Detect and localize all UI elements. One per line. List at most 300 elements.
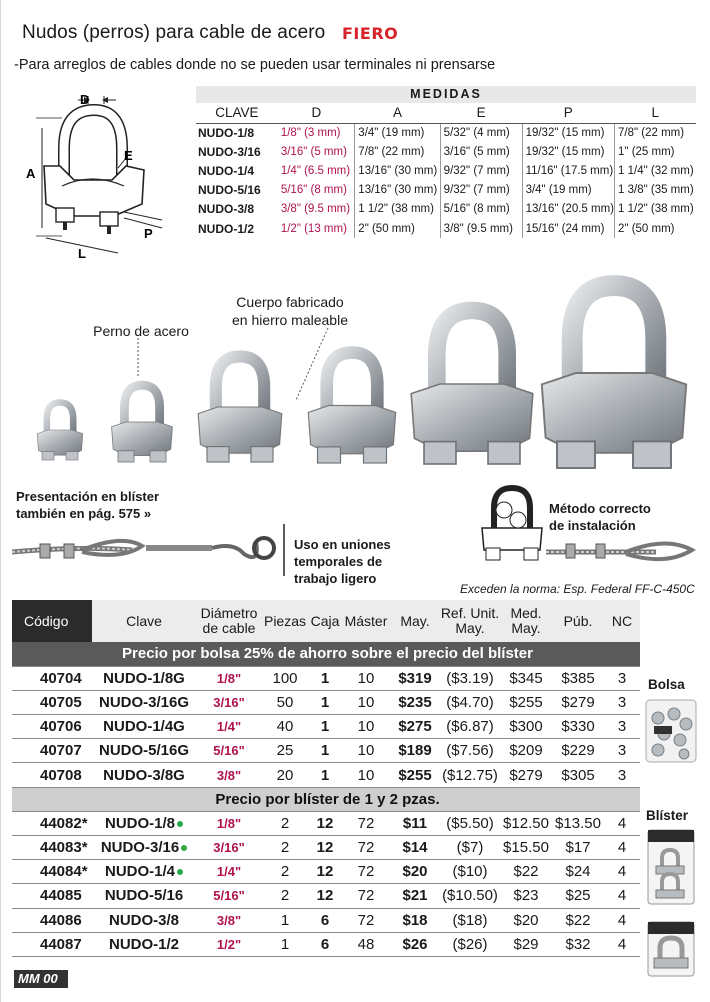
medidas-cell: 13/16" (30 mm) (355, 181, 440, 200)
uso-line3: trabajo ligero (294, 571, 377, 586)
product-diam-cell (196, 715, 262, 739)
products-table (12, 600, 640, 957)
product-may-value: $18 (402, 911, 428, 929)
medidas-cell: 9/32" (7 mm) (440, 181, 522, 200)
product-codigo-cell (12, 908, 92, 932)
product-master-value: 72 (357, 911, 375, 929)
product-diam-value: 3/16" (213, 694, 245, 710)
product-caja-value: 1 (320, 669, 330, 687)
product-may-cell (390, 884, 440, 908)
product-med-cell (500, 860, 552, 884)
products-col-header: Púb. (552, 600, 604, 642)
product-clave-value: NUDO-3/16 (100, 839, 180, 857)
product-clave-cell (92, 666, 196, 690)
page-subtitle: -Para arreglos de cables donde no se pueden usar terminales ni prensarse (14, 57, 496, 73)
product-ref-value: ($6.87) (446, 718, 494, 736)
product-pub-value: $279 (561, 693, 595, 711)
products-col-header: Ref. Unit. May. (440, 600, 500, 642)
product-pub-cell (552, 811, 604, 835)
medidas-cell: 2" (50 mm) (355, 219, 440, 238)
presentacion-line2: también en pág. 575 » (16, 506, 152, 521)
annotation-cuerpo-line2: en hierro maleable (232, 312, 348, 328)
medidas-table (196, 86, 696, 238)
medidas-cell: 9/32" (7 mm) (440, 161, 522, 180)
product-med-value: $279 (509, 766, 543, 784)
product-master-value: 72 (357, 887, 375, 905)
product-piezas-value: 25 (276, 742, 294, 760)
product-master-cell (342, 690, 390, 714)
product-master-value: 72 (357, 814, 375, 832)
products-col-header: Diámetro de cable (196, 600, 262, 642)
price-section-header (12, 787, 640, 811)
product-clave-cell (92, 908, 196, 932)
product-clave-value: NUDO-1/4 (104, 863, 175, 881)
product-may-value: $255 (398, 766, 432, 784)
product-pub-value: $22 (565, 911, 591, 929)
product-caja-value: 1 (320, 742, 330, 760)
product-clave-value: NUDO-1/8G (103, 669, 185, 687)
product-med-value: $345 (509, 669, 543, 687)
product-codigo-cell (12, 811, 92, 835)
product-may-value: $26 (402, 935, 428, 953)
product-codigo-value: 40707 (40, 742, 82, 760)
product-pub-cell (552, 932, 604, 956)
product-pub-cell (552, 715, 604, 739)
metodo-line2: de instalación (549, 518, 636, 533)
product-nc-cell (604, 739, 640, 763)
product-ref-cell (440, 932, 500, 956)
product-pub-cell (552, 836, 604, 860)
product-ref-cell (440, 836, 500, 860)
product-med-value: $23 (513, 887, 539, 905)
product-med-cell (500, 811, 552, 835)
product-diam-cell (196, 690, 262, 714)
medidas-cell: 1" (25 mm) (615, 142, 696, 161)
medidas-cell: NUDO-1/8 (198, 125, 255, 140)
product-may-value: $189 (398, 742, 432, 760)
medidas-cell: 19/32" (15 mm) (522, 142, 614, 161)
product-pub-value: $305 (561, 766, 595, 784)
product-row[interactable] (12, 763, 640, 787)
product-master-cell (342, 908, 390, 932)
product-may-cell (390, 690, 440, 714)
product-med-value: $209 (509, 742, 543, 760)
product-ref-value: ($18) (452, 911, 488, 929)
page-title: Nudos (perros) para cable de acero (22, 22, 326, 43)
product-codigo-cell (12, 932, 92, 956)
product-ref-value: ($12.75) (442, 766, 498, 784)
product-may-value: $11 (402, 814, 428, 832)
product-diam-cell (196, 739, 262, 763)
product-ref-cell (440, 715, 500, 739)
product-diam-value: 3/8" (216, 767, 242, 783)
product-caja-cell (308, 884, 342, 908)
product-pub-cell (552, 763, 604, 787)
product-ref-value: ($5.50) (446, 814, 494, 832)
product-codigo-value: 44087 (40, 935, 82, 953)
product-master-value: 10 (357, 766, 375, 784)
medidas-cell: 5/16" (8 mm) (440, 200, 522, 219)
price-section-header (12, 642, 640, 666)
product-diam-value: 1/4" (216, 719, 242, 735)
product-caja-value: 1 (320, 718, 330, 736)
medidas-cell: 7/8" (22 mm) (355, 142, 440, 161)
product-pub-value: $330 (561, 718, 595, 736)
product-clave-value: NUDO-1/4G (103, 718, 185, 736)
products-col-header: Clave (92, 600, 196, 642)
product-nc-value: 3 (617, 742, 627, 760)
product-pub-cell (552, 884, 604, 908)
medidas-row (196, 200, 696, 219)
product-nc-cell (604, 666, 640, 690)
product-clave-value: NUDO-1/8 (104, 814, 175, 832)
medidas-cell: 1/8" (3 mm) (280, 126, 341, 139)
product-may-cell (390, 811, 440, 835)
medidas-row (196, 161, 696, 180)
product-master-value: 72 (357, 863, 375, 881)
product-pub-value: $25 (565, 887, 591, 905)
product-piezas-cell (262, 666, 308, 690)
medidas-cell: 3/4" (19 mm) (355, 123, 440, 142)
product-ref-value: ($7) (456, 839, 484, 857)
product-caja-cell (308, 836, 342, 860)
product-clave-value: NUDO-5/16 (104, 887, 184, 905)
product-piezas-value: 20 (276, 766, 294, 784)
product-caja-value: 12 (316, 814, 334, 832)
product-row[interactable] (12, 836, 640, 860)
product-nc-value: 4 (617, 814, 627, 832)
product-ref-value: ($26) (452, 935, 488, 953)
product-caja-value: 12 (316, 887, 334, 905)
products-col-header: Piezas (262, 600, 308, 642)
product-ref-cell (440, 666, 500, 690)
product-med-cell (500, 763, 552, 787)
product-med-value: $15.50 (503, 839, 549, 857)
product-codigo-cell (12, 666, 92, 690)
product-master-cell (342, 739, 390, 763)
medidas-cell: 11/16" (17.5 mm) (522, 161, 614, 180)
product-codigo-cell (12, 715, 92, 739)
product-codigo-value: 40706 (40, 718, 82, 736)
product-codigo-value: 44083* (40, 839, 88, 857)
page-code-badge: MM 00 (14, 970, 68, 988)
product-ref-cell (440, 690, 500, 714)
product-clave-cell (92, 763, 196, 787)
product-codigo-value: 40708 (40, 766, 82, 784)
product-med-cell (500, 836, 552, 860)
product-pub-value: $13.50 (555, 814, 601, 832)
product-piezas-value: 40 (276, 718, 294, 736)
medidas-cell: 1/2" (13 mm) (280, 222, 347, 235)
medidas-col-header: D (278, 103, 355, 123)
medidas-row (196, 142, 696, 161)
product-may-cell (390, 836, 440, 860)
product-may-value: $319 (398, 669, 432, 687)
product-piezas-cell (262, 908, 308, 932)
medidas-cell: NUDO-3/16 (198, 144, 261, 159)
product-ref-value: ($10) (452, 863, 488, 881)
product-master-value: 72 (357, 839, 375, 857)
product-pub-cell (552, 908, 604, 932)
product-nc-value: 4 (617, 839, 627, 857)
dim-e-label: E (124, 148, 133, 163)
medidas-cell: NUDO-1/4 (198, 163, 255, 178)
medidas-cell: 5/16" (8 mm) (280, 184, 347, 197)
product-ref-value: ($4.70) (446, 693, 494, 711)
product-caja-value: 1 (320, 693, 330, 711)
products-col-header: Máster (342, 600, 390, 642)
product-ref-value: ($10.50) (442, 887, 498, 905)
medidas-col-header: E (440, 103, 522, 123)
product-diam-cell (196, 836, 262, 860)
product-row[interactable] (12, 666, 640, 690)
product-piezas-value: 2 (280, 887, 290, 905)
product-diam-value: 5/16" (213, 888, 245, 904)
medidas-row (196, 181, 696, 200)
product-caja-value: 1 (320, 766, 330, 784)
medidas-cell: 7/8" (22 mm) (615, 123, 696, 142)
side-label-bolsa: Bolsa (648, 677, 685, 692)
product-piezas-value: 1 (280, 935, 290, 953)
product-med-cell (500, 666, 552, 690)
product-ref-cell (440, 908, 500, 932)
product-clave-cell (92, 836, 196, 860)
product-caja-value: 12 (316, 863, 334, 881)
product-row[interactable] (12, 739, 640, 763)
product-nc-value: 3 (617, 693, 627, 711)
product-diam-cell (196, 763, 262, 787)
product-med-cell (500, 739, 552, 763)
product-master-value: 10 (357, 693, 375, 711)
product-master-value: 10 (357, 669, 375, 687)
product-caja-cell (308, 811, 342, 835)
product-master-value: 10 (357, 742, 375, 760)
product-row[interactable] (12, 908, 640, 932)
uso-line2: temporales de (294, 554, 383, 569)
product-diam-cell (196, 666, 262, 690)
new-item-dot-icon (177, 821, 183, 827)
product-diam-value: 5/16" (213, 743, 245, 759)
product-med-value: $29 (513, 935, 539, 953)
product-piezas-value: 2 (280, 863, 290, 881)
product-piezas-cell (262, 715, 308, 739)
product-clave-cell (92, 690, 196, 714)
uso-line1: Uso en uniones (294, 537, 391, 552)
product-clave-value: NUDO-3/8G (103, 766, 185, 784)
medidas-cell: 3/4" (19 mm) (522, 181, 614, 200)
product-piezas-cell (262, 932, 308, 956)
right-margin-line (0, 0, 1, 1002)
presentacion-line1: Presentación en blíster (16, 489, 160, 504)
product-codigo-value: 44086 (40, 911, 82, 929)
medidas-row (196, 219, 696, 238)
product-ref-cell (440, 860, 500, 884)
product-piezas-cell (262, 739, 308, 763)
medidas-cell: 3/8" (9.5 mm) (280, 203, 351, 216)
product-row[interactable] (12, 811, 640, 835)
product-master-cell (342, 932, 390, 956)
product-diam-value: 1/4" (216, 864, 242, 880)
medidas-cell: 1 1/4" (32 mm) (615, 161, 696, 180)
product-clave-value: NUDO-3/16G (98, 693, 190, 711)
price-section-title: Precio por bolsa 25% de ahorro sobre el precio del blíster (12, 642, 640, 666)
product-pub-value: $32 (565, 935, 591, 953)
annotation-cuerpo-line1: Cuerpo fabricado (236, 294, 344, 310)
product-nc-value: 4 (617, 863, 627, 881)
medidas-cell: 1 3/8" (35 mm) (615, 181, 696, 200)
product-row[interactable] (12, 884, 640, 908)
products-col-header: Caja (308, 600, 342, 642)
product-may-value: $275 (398, 718, 432, 736)
product-med-value: $255 (509, 693, 543, 711)
medidas-cell: 2" (50 mm) (615, 219, 696, 238)
product-clave-cell (92, 715, 196, 739)
product-row[interactable] (12, 932, 640, 956)
product-codigo-value: 40705 (40, 693, 82, 711)
product-med-cell (500, 715, 552, 739)
product-master-cell (342, 763, 390, 787)
product-may-cell (390, 860, 440, 884)
product-diam-value: 1/8" (216, 815, 242, 831)
product-piezas-value: 50 (276, 693, 294, 711)
dim-d-label: D (80, 92, 90, 107)
product-diam-cell (196, 908, 262, 932)
product-codigo-cell (12, 860, 92, 884)
product-may-cell (390, 763, 440, 787)
product-may-cell (390, 715, 440, 739)
new-item-dot-icon (181, 845, 187, 851)
product-nc-value: 4 (617, 935, 627, 953)
product-master-cell (342, 884, 390, 908)
product-caja-cell (308, 666, 342, 690)
products-col-header: May. (390, 600, 440, 642)
product-nc-value: 4 (617, 887, 627, 905)
product-med-value: $20 (513, 911, 539, 929)
product-nc-cell (604, 932, 640, 956)
dim-a-label: A (26, 166, 36, 181)
medidas-cell: NUDO-1/2 (198, 221, 255, 236)
product-nc-value: 3 (617, 718, 627, 736)
clip-product-photos (28, 270, 698, 480)
product-may-cell (390, 666, 440, 690)
product-pub-cell (552, 690, 604, 714)
product-pub-value: $24 (565, 863, 591, 881)
product-may-cell (390, 932, 440, 956)
product-clave-cell (92, 860, 196, 884)
medidas-col-header: L (615, 103, 696, 123)
product-codigo-cell (12, 884, 92, 908)
products-col-header: Med. May. (500, 600, 552, 642)
product-piezas-value: 2 (280, 839, 290, 857)
product-pub-value: $385 (561, 669, 595, 687)
product-caja-cell (308, 908, 342, 932)
product-caja-cell (308, 715, 342, 739)
medidas-cell: 1/4" (6.5 mm) (280, 164, 351, 177)
product-caja-cell (308, 932, 342, 956)
brand-logo: FIERO (342, 24, 399, 43)
product-ref-cell (440, 763, 500, 787)
medidas-cell: 13/16" (20.5 mm) (522, 200, 614, 219)
annotation-perno: Perno de acero (93, 323, 189, 339)
product-master-cell (342, 715, 390, 739)
product-may-cell (390, 908, 440, 932)
product-diam-cell (196, 811, 262, 835)
products-col-header: NC (604, 600, 640, 642)
product-may-value: $235 (398, 693, 432, 711)
product-master-cell (342, 666, 390, 690)
product-diam-value: 3/16" (213, 840, 245, 856)
product-row[interactable] (12, 860, 640, 884)
medidas-cell: NUDO-3/8 (198, 202, 255, 217)
product-ref-cell (440, 739, 500, 763)
product-may-cell (390, 739, 440, 763)
product-pub-cell (552, 666, 604, 690)
product-med-cell (500, 932, 552, 956)
product-clave-cell (92, 884, 196, 908)
product-med-cell (500, 884, 552, 908)
blister-thumbnails (644, 828, 698, 978)
product-piezas-value: 100 (272, 669, 298, 687)
product-row[interactable] (12, 690, 640, 714)
rope-usage-illustration (12, 520, 292, 580)
product-master-value: 10 (357, 718, 375, 736)
product-row[interactable] (12, 715, 640, 739)
product-caja-cell (308, 763, 342, 787)
product-diam-value: 1/8" (216, 670, 242, 686)
product-master-value: 48 (357, 935, 375, 953)
product-nc-cell (604, 860, 640, 884)
product-codigo-cell (12, 739, 92, 763)
product-caja-value: 12 (316, 839, 334, 857)
product-pub-value: $229 (561, 742, 595, 760)
product-diam-value: 1/2" (216, 936, 242, 952)
product-nc-cell (604, 811, 640, 835)
product-piezas-cell (262, 690, 308, 714)
product-pub-value: $17 (565, 839, 591, 857)
medidas-cell: 15/16" (24 mm) (522, 219, 614, 238)
product-nc-cell (604, 715, 640, 739)
product-clave-cell (92, 739, 196, 763)
medidas-title: MEDIDAS (196, 86, 696, 103)
product-caja-value: 6 (320, 935, 330, 953)
product-piezas-value: 1 (280, 911, 290, 929)
medidas-col-header: P (522, 103, 614, 123)
product-ref-value: ($3.19) (446, 669, 494, 687)
product-caja-cell (308, 690, 342, 714)
product-nc-cell (604, 836, 640, 860)
product-codigo-value: 44084* (40, 863, 88, 881)
product-codigo-cell (12, 836, 92, 860)
product-med-value: $22 (513, 863, 539, 881)
product-diam-value: 3/8" (216, 912, 242, 928)
product-diam-cell (196, 860, 262, 884)
medidas-cell: NUDO-5/16 (198, 183, 261, 198)
product-clave-cell (92, 811, 196, 835)
dim-p-label: P (144, 226, 153, 241)
bolsa-thumbnail (644, 698, 698, 764)
product-nc-cell (604, 690, 640, 714)
clip-dimension-diagram (22, 88, 192, 268)
product-med-value: $12.50 (503, 814, 549, 832)
product-caja-cell (308, 860, 342, 884)
product-nc-value: 4 (617, 911, 627, 929)
medidas-cell: 13/16" (30 mm) (355, 161, 440, 180)
product-diam-cell (196, 932, 262, 956)
product-nc-value: 3 (617, 669, 627, 687)
product-caja-value: 6 (320, 911, 330, 929)
double-chevron-icon: » (143, 506, 152, 521)
medidas-cell: 3/16" (5 mm) (280, 145, 347, 158)
